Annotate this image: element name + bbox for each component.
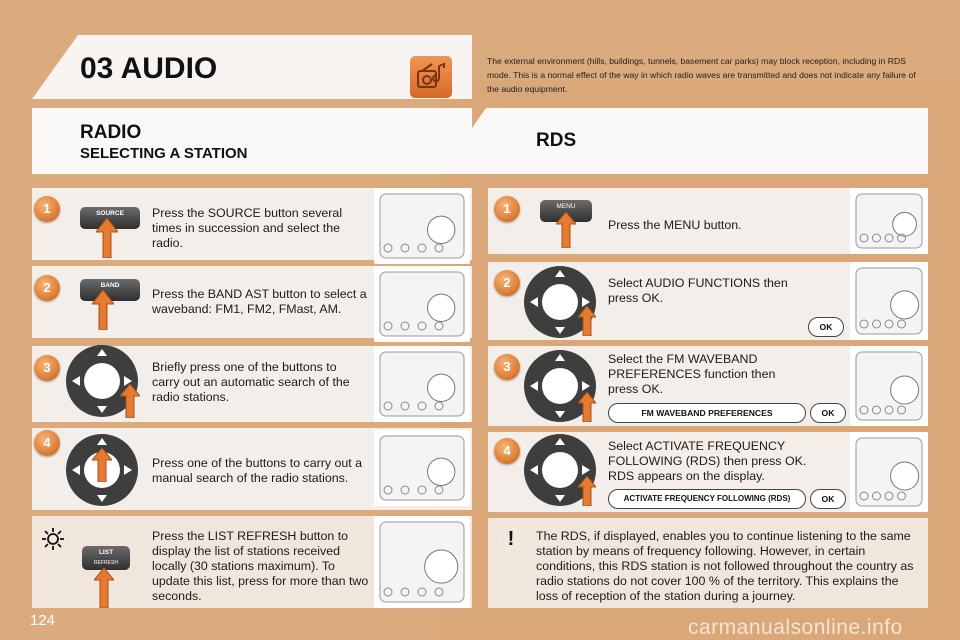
radio-faceplate-icon bbox=[850, 432, 928, 512]
press-arrow-icon bbox=[578, 306, 596, 336]
list-button-label: LIST bbox=[98, 549, 114, 556]
press-arrow-icon bbox=[94, 568, 114, 608]
press-arrow-icon bbox=[92, 290, 114, 330]
radio-faceplate-icon bbox=[374, 430, 470, 506]
rds-heading-bar bbox=[440, 108, 928, 174]
step-number-4: 4 bbox=[34, 430, 60, 456]
step-2-text: Press the BAND AST button to select a waveband: FM1, FM2, FMast, AM. bbox=[152, 287, 367, 316]
radio-unit-thumb bbox=[850, 432, 928, 512]
fm-waveband-preferences-tab: FM WAVEBAND PREFERENCES bbox=[608, 403, 806, 423]
step-number-3: 3 bbox=[34, 355, 60, 381]
step-number-1: 1 bbox=[34, 196, 60, 222]
radio-unit-thumb bbox=[850, 346, 928, 426]
radio-subtitle: SELECTING A STATION bbox=[80, 145, 248, 162]
reception-notice: The external environment (hills, buildings, tunnels, basement car parks) may block reception, including in RDS mode. This is a normal effect of the way in which radio waves are transmitted and does not indicate any failure of the audio equipment. bbox=[487, 56, 916, 94]
exclamation-icon: ! bbox=[498, 526, 524, 552]
rds-step-number-2: 2 bbox=[494, 270, 520, 296]
radio-faceplate-icon bbox=[850, 188, 928, 254]
rds-step-number-1: 1 bbox=[494, 196, 520, 222]
list-refresh-button-image bbox=[82, 546, 130, 570]
radio-unit-thumb bbox=[374, 516, 470, 608]
press-arrow-icon bbox=[556, 212, 576, 248]
ok-tab: OK bbox=[810, 489, 846, 509]
tip-text: Press the LIST REFRESH button to display the list of stations received locally (30 stations maximum). To update this list, press for more than two seconds. bbox=[152, 529, 369, 603]
radio-faceplate-icon bbox=[374, 346, 470, 422]
sun-tip-icon bbox=[40, 526, 66, 552]
rds-step-4-text: Select ACTIVATE FREQUENCY FOLLOWING (RDS) then press OK. RDS appears on the display. bbox=[608, 439, 807, 483]
activate-frequency-following-tab: ACTIVATE FREQUENCY FOLLOWING (RDS) bbox=[608, 489, 806, 509]
radio-faceplate-icon bbox=[374, 188, 470, 264]
band-button-label: BAND bbox=[100, 282, 120, 289]
press-arrow-icon bbox=[578, 476, 596, 506]
rds-warning-text: The RDS, if displayed, enables you to continue listening to the same station by means of frequency following. However, in certain conditions, this RDS station is not followed throughout the country as radio stations do not cover 100 % of the territory. This explains the loss of reception of the station during a journey. bbox=[536, 529, 914, 603]
rds-step-2-text: Select AUDIO FUNCTIONS then press OK. bbox=[608, 276, 788, 305]
radio-title: RADIO bbox=[80, 122, 142, 143]
source-button-label: SOURCE bbox=[96, 210, 124, 217]
page-section-title: 03 AUDIO bbox=[80, 52, 218, 85]
rds-step-number-3: 3 bbox=[494, 354, 520, 380]
refresh-button-label: REFRESH bbox=[94, 560, 118, 566]
radio-faceplate-icon bbox=[850, 262, 928, 340]
radio-faceplate-icon bbox=[374, 266, 470, 342]
press-arrow-icon bbox=[92, 448, 112, 482]
rds-title: RDS bbox=[536, 130, 577, 151]
radio-unit-thumb bbox=[374, 346, 470, 422]
step-1-text: Press the SOURCE button several times in succession and select the radio. bbox=[152, 206, 343, 250]
radio-music-icon bbox=[410, 56, 452, 98]
press-arrow-icon bbox=[578, 392, 596, 422]
radio-unit-thumb bbox=[374, 188, 470, 264]
rds-step-1-text: Press the MENU button. bbox=[608, 218, 742, 232]
radio-unit-thumb bbox=[374, 430, 470, 506]
menu-button-label: MENU bbox=[556, 203, 576, 210]
radio-unit-thumb bbox=[850, 188, 928, 254]
radio-unit-thumb bbox=[850, 262, 928, 340]
page-number: 124 bbox=[30, 612, 56, 629]
step-number-2: 2 bbox=[34, 275, 60, 301]
ok-tab: OK bbox=[808, 317, 844, 337]
step-4-text: Press one of the buttons to carry out a manual search of the radio stations. bbox=[152, 456, 363, 485]
rds-step-3-text: Select the FM WAVEBAND PREFERENCES function then press OK. bbox=[608, 352, 776, 396]
ok-tab: OK bbox=[810, 403, 846, 423]
radio-faceplate-icon bbox=[374, 516, 470, 608]
watermark: carmanualsonline.info bbox=[688, 616, 903, 639]
rds-step-number-4: 4 bbox=[494, 438, 520, 464]
radio-faceplate-icon bbox=[850, 346, 928, 426]
step-3-text: Briefly press one of the buttons to carry out an automatic search of the radio stations. bbox=[152, 360, 350, 404]
radio-unit-thumb bbox=[374, 266, 470, 342]
press-arrow-icon bbox=[96, 218, 118, 258]
press-arrow-icon bbox=[120, 384, 140, 418]
